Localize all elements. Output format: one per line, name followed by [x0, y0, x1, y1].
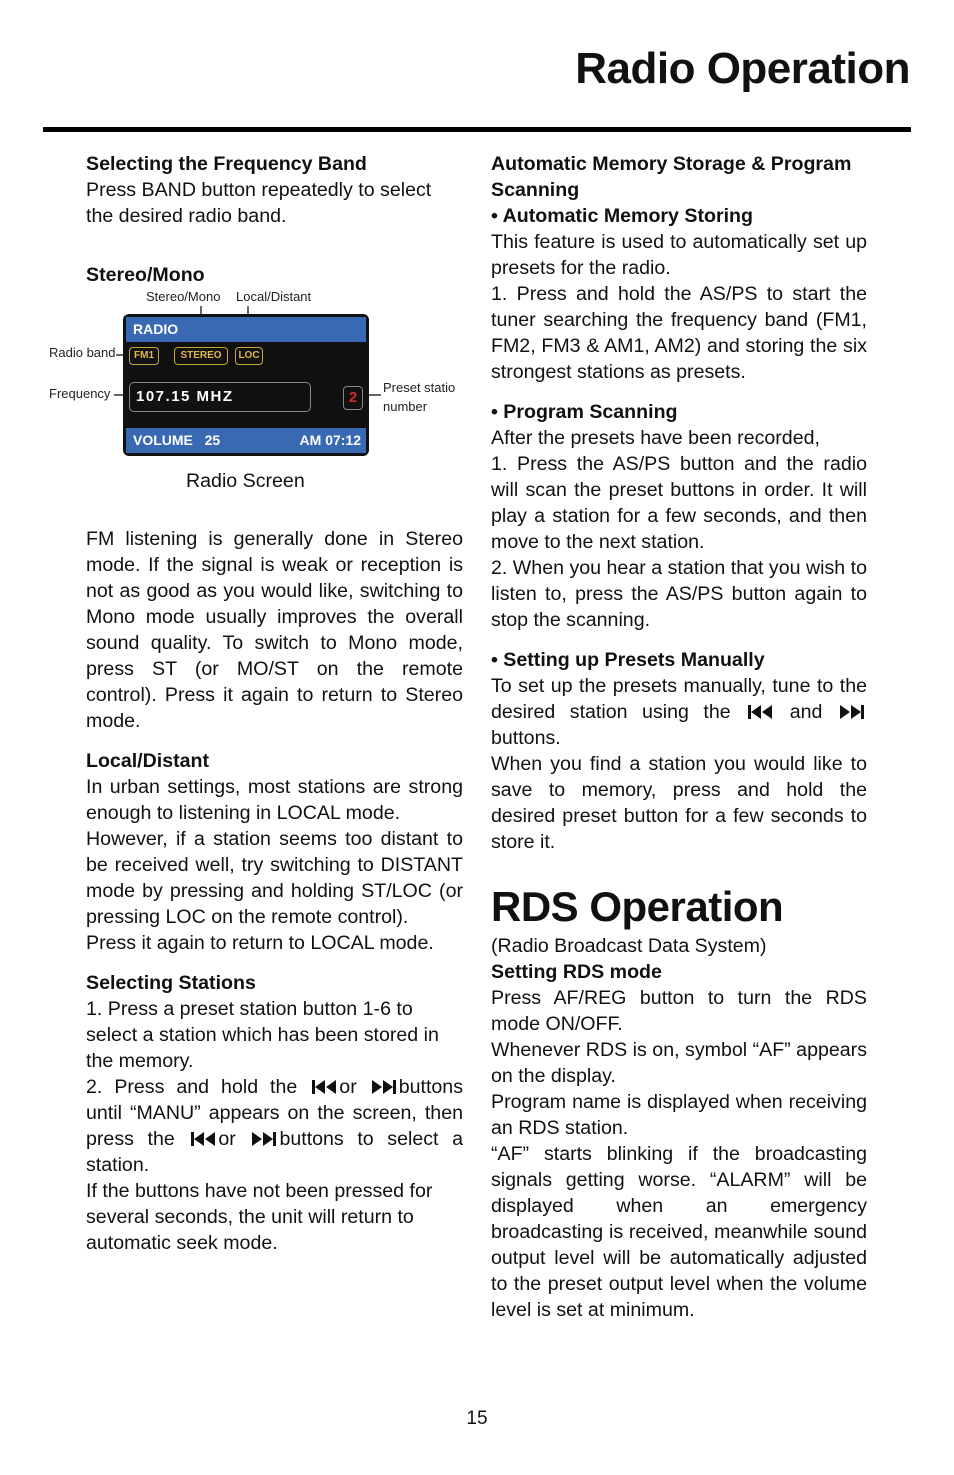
freq-band-text: Press BAND button repeatedly to select the desired radio band.: [86, 179, 432, 227]
stereo-badge: STEREO: [174, 347, 228, 365]
local-distant-heading: Local/Distant: [86, 750, 210, 772]
figure-caption: Radio Screen: [186, 470, 305, 492]
section-local-distant: [86, 748, 463, 956]
right-column: [491, 151, 867, 1323]
rds-title: RDS Operation: [491, 883, 784, 930]
freq-band-heading: Selecting the Frequency Band: [86, 153, 367, 175]
section-presets-manual: [491, 647, 867, 855]
clock-readout: AM 07:12: [299, 432, 361, 448]
band-badge: FM1: [129, 347, 159, 365]
p2-part-c: buttons to select a station.: [86, 1128, 463, 1176]
page-title: Radio Operation: [575, 44, 910, 93]
local-distant-p2: However, if a station seems too distant to be received well, try switching to DISTANT mode by pressing and holding ST/LOC (or pressing LOC on the remote control).: [86, 828, 463, 928]
selecting-stations-heading: Selecting Stations: [86, 972, 256, 994]
auto-memory-p2: 1. Press and hold the AS/PS to start the tuner searching the frequency band (FM1, FM2, FM3 & AM1, AM2) and storing the six strongest stations as presets.: [491, 283, 867, 383]
p2-or-2: or: [218, 1128, 236, 1150]
radio-screen-figure: [49, 289, 463, 510]
callout-local-distant: Local/Distant: [236, 289, 312, 304]
auto-memory-heading: Automatic Memory Storage & Program Scanning: [491, 153, 852, 201]
skip-previous-icon: [747, 704, 773, 720]
skip-next-icon: [839, 704, 865, 720]
volume-value: 25: [204, 432, 221, 448]
radio-screen: [123, 314, 369, 456]
skip-previous-icon: [190, 1131, 216, 1147]
section-program-scanning: [491, 399, 867, 633]
presets-manual-p1: [491, 673, 867, 751]
p2-or-1: or: [339, 1076, 357, 1098]
stereo-mono-text: FM listening is generally done in Stereo mode. If the signal is weak or reception is not as good as you would like, switching to Mono mode usually improves the overall sound quality. To switch to Mono mode, press ST (or MO/ST on the remote control). Press it again to return to Stereo mode.: [86, 528, 463, 732]
presets-manual-subheading: • Setting up Presets Manually: [491, 649, 765, 671]
header-rule: [43, 127, 911, 132]
selecting-stations-p1: 1. Press a preset station button 1-6 to select a station which has been stored in the memory.: [86, 998, 439, 1072]
callout-stereo-mono: Stereo/Mono: [146, 289, 221, 304]
preset-number-display: 2: [343, 386, 363, 410]
selecting-stations-p3: If the buttons have not been pressed for several seconds, the unit will return to automatic seek mode.: [86, 1180, 433, 1254]
skip-next-icon: [371, 1079, 397, 1095]
skip-next-icon: [251, 1131, 277, 1147]
presets-p1-and: and: [789, 701, 823, 723]
rds-heading: Setting RDS mode: [491, 961, 662, 983]
rds-p3: Program name is displayed when receiving an RDS station.: [491, 1091, 867, 1139]
program-scanning-p3: 2. When you hear a station that you wish to listen to, press the AS/PS button again to stop the scanning.: [491, 557, 867, 631]
p2-part-a: 2. Press and hold the: [86, 1076, 298, 1098]
section-selecting-stations: [86, 970, 463, 1256]
loc-badge: LOC: [235, 347, 263, 365]
local-distant-p3: Press it again to return to LOCAL mode.: [86, 932, 434, 954]
program-scanning-p1: After the presets have been recorded,: [491, 427, 820, 449]
local-distant-p1: In urban settings, most stations are strong enough to listening in LOCAL mode.: [86, 776, 463, 824]
skip-previous-icon: [311, 1079, 337, 1095]
rds-p1: Press AF/REG button to turn the RDS mode ON/OFF.: [491, 987, 867, 1035]
screen-footer: [126, 428, 366, 453]
auto-memory-p1: This feature is used to automatically set up presets for the radio.: [491, 231, 867, 279]
leader-preset: [367, 394, 381, 396]
section-rds: [491, 881, 867, 1323]
page-number: 15: [466, 1408, 488, 1429]
left-column: [49, 151, 463, 1256]
callout-frequency: Frequency: [49, 386, 111, 401]
stereo-mono-heading: Stereo/Mono: [86, 264, 205, 286]
callout-preset-line1: Preset statio: [383, 380, 456, 395]
program-scanning-p2: 1. Press the AS/PS button and the radio will scan the preset buttons in order. It will play a station for a few seconds, and then move to the next station.: [491, 453, 867, 553]
presets-p1-part-a: To set up the presets manually, tune to the desired station using the: [491, 675, 867, 723]
volume-label: VOLUME: [133, 432, 193, 448]
rds-p2: Whenever RDS is on, symbol “AF” appears on the display.: [491, 1039, 867, 1087]
presets-p1-part-b: buttons.: [491, 727, 561, 749]
program-scanning-subheading: • Program Scanning: [491, 401, 678, 423]
selecting-stations-p2: [86, 1074, 463, 1178]
section-auto-memory: [491, 151, 867, 385]
presets-manual-p2: When you find a station you would like to save to memory, press and hold the desired preset button for a few seconds to store it.: [491, 753, 867, 853]
volume-readout: [133, 428, 220, 453]
section-frequency-band: [86, 151, 463, 229]
rds-p4: “AF” starts blinking if the broadcasting signals getting worse. “ALARM” will be displayed when an emergency broadcasting is received, meanwhile sound output level will be automatically adjusted to the preset output level when the volume level is set at minimum.: [491, 1143, 867, 1321]
callout-radio-band: Radio band: [49, 345, 116, 360]
screen-header: RADIO: [126, 317, 366, 342]
callout-preset-line2: number: [383, 399, 428, 414]
auto-memory-subheading: • Automatic Memory Storing: [491, 205, 753, 227]
p2-part-b: buttons until “MANU” appears on the screen, then press the: [86, 1076, 463, 1150]
frequency-display: 107.15 MHZ: [129, 382, 311, 412]
rds-subtitle: (Radio Broadcast Data System): [491, 935, 767, 957]
section-stereo-mono: [49, 262, 463, 734]
